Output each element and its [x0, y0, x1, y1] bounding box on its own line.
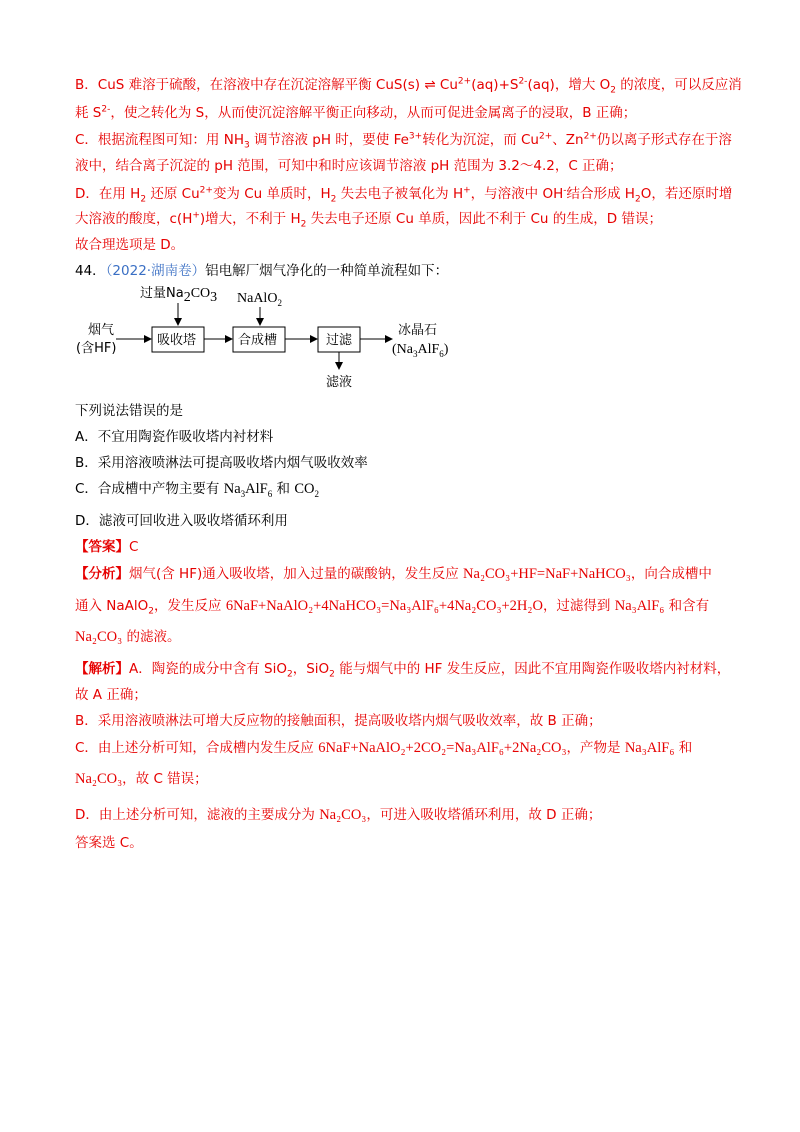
prev-option-b-line2: 耗 $S^{2-}$，使之转化为 S，从而使沉淀溶解平衡正向移动，从而可促进金属离子的浸取，B 正确；	[75, 104, 637, 121]
prev-option-c-line2: 液中，结合离子沉淀的 pH 范围，可知中和时应该调节溶液 pH 范围为 3.2～4.2，C 正确；	[75, 158, 623, 174]
question-number: 44．	[75, 263, 106, 279]
analysis-line2: 通入 NaAlO$_2$，发生反应 6NaF+NaAlO₂+4NaHCO₃=Na₃AlF₆+4Na₂CO₃+2H₂O，过滤得到 Na₃AlF₆ 和含有	[75, 598, 710, 617]
feed-label-line1: 烟气	[88, 323, 115, 338]
filter-label: 过滤	[326, 333, 353, 348]
explain-b: B．采用溶液喷淋法可增大反应物的接触面积，提高吸收塔内烟气吸收效率，故 B 正确；	[75, 713, 602, 729]
prev-option-c-line1: C．根据流程图可知：用 $NH_3$ 调节溶液 pH 时，要使 $Fe^{3+}$转化为沉淀，而 $Cu^{2+}$、$Zn^{2+}$仍以离子形式存在于溶	[75, 131, 732, 151]
filtrate-label: 滤液	[326, 375, 353, 390]
feed-label-line2: (含HF)	[76, 341, 117, 356]
product-label-line2: $(Na_3AlF_6)$	[392, 342, 449, 359]
process-flow-diagram	[70, 282, 470, 392]
question-prompt: 下列说法错误的是	[75, 403, 183, 419]
analysis-line1: 【分析】烟气(含 HF)通入吸收塔，加入过量的碳酸钠，发生反应 Na₂CO₃+HF=NaF+NaHCO₃，向合成槽中	[75, 566, 712, 582]
question-source: （2022·湖南卷）	[105, 263, 206, 279]
prev-conclusion: 故合理选项是 D。	[75, 237, 185, 253]
explain-a-line2: 故 A 正确；	[75, 687, 147, 703]
input-na2co3-label: 过量Na2CO3	[140, 286, 218, 305]
question-stem: 铝电解厂烟气净化的一种简单流程如下：	[205, 263, 449, 279]
option-b: B．采用溶液喷淋法可提高吸收塔内烟气吸收效率	[75, 455, 368, 471]
analysis-line3: Na₂CO₃ 的滤液。	[75, 629, 181, 645]
option-c: C．合成槽中产物主要有 $Na_3AlF_6$ 和 $CO_2$	[75, 481, 319, 499]
explain-d: D．由上述分析可知，滤液的主要成分为 Na₂CO₃，可进入吸收塔循环利用，故 D 正确；	[75, 807, 602, 823]
final-answer: 答案选 C。	[75, 835, 143, 851]
synthesis-tank-label: 合成槽	[238, 333, 278, 348]
absorber-label: 吸收塔	[157, 333, 197, 348]
explain-c-line1: C．由上述分析可知，合成槽内发生反应 6NaF+NaAlO₂+2CO₂=Na₃AlF₆+2Na₂CO₃，产物是 Na₃AlF₆ 和	[75, 740, 693, 756]
prev-option-b-line1: B．CuS 难溶于硫酸，在溶液中存在沉淀溶解平衡 CuS(s) ⇌ $Cu^{2+}(aq)+S^{2-}(aq)$，增大 $O_2$ 的浓度，可以反应消	[75, 76, 742, 96]
input-naalo2-label: NaAlO$_2$	[237, 291, 282, 308]
explain-a-line1: 【解析】A．陶瓷的成分中含有 SiO$_2$，SiO$_2$ 能与烟气中的 HF 发生反应，因此不宜用陶瓷作吸收塔内衬材料，	[75, 661, 731, 680]
product-label-line1: 冰晶石	[398, 323, 438, 338]
prev-option-d-line2: 大溶液的酸度，c(H+)增大，不利于 $H_2$ 失去电子还原 Cu 单质，因此不利于 Cu 的生成，D 错误；	[75, 210, 662, 230]
explain-c-line2: Na₂CO₃，故 C 错误；	[75, 771, 208, 787]
answer-line: 【答案】C	[75, 539, 139, 555]
option-a: A．不宜用陶瓷作吸收塔内衬材料	[75, 429, 274, 445]
prev-option-d-line1: D．在用 $H_2$ 还原 $Cu^{2+}$变为 Cu 单质时，$H_2$ 失去电子被氧化为 H+，与溶液中 OH-结合形成 $H_2O$，若还原时增	[75, 185, 733, 205]
question-header	[75, 262, 448, 280]
option-d: D．滤液可回收进入吸收塔循环利用	[75, 513, 288, 529]
